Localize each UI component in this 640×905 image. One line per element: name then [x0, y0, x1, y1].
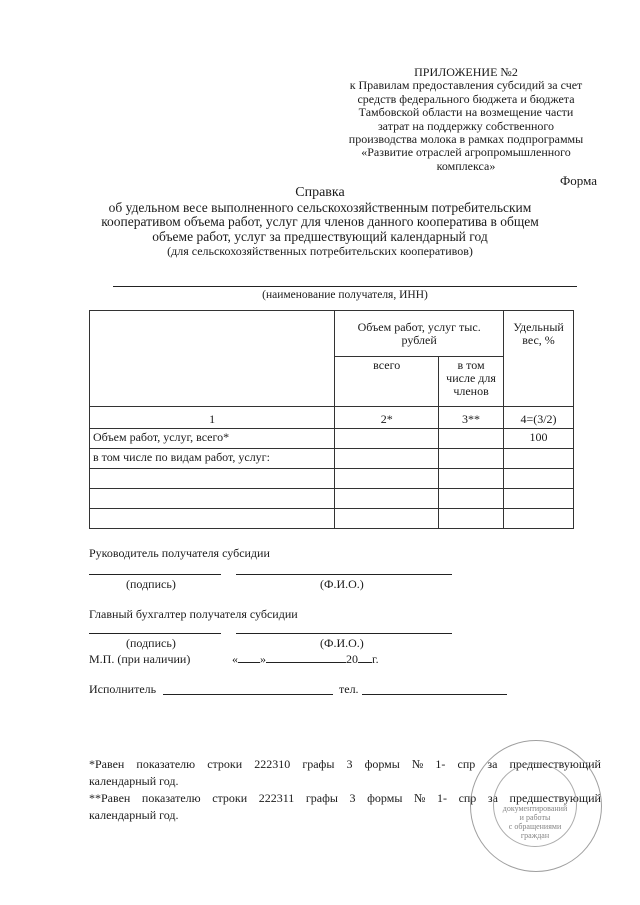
footnote-word: строки: [207, 757, 243, 771]
appendix-line: производства молока в рамках подпрограммы: [348, 132, 584, 147]
footnote-word: №: [411, 757, 424, 771]
col-number: 4=(3/2): [504, 407, 574, 429]
footnote-word: **Равен: [89, 791, 131, 805]
head-name-line[interactable]: [236, 574, 452, 575]
header-volume: Объем работ, услуг тыс. рублей: [335, 311, 504, 357]
col-number: 2*: [335, 407, 439, 429]
row-label[interactable]: [90, 509, 335, 529]
date-day-blank[interactable]: [238, 662, 260, 663]
phone-line[interactable]: [362, 694, 507, 695]
table-row: [90, 509, 574, 529]
footnote-word: *Равен: [89, 757, 125, 771]
col-number: 3**: [439, 407, 504, 429]
stamp-text-line: с обращениями: [508, 822, 562, 831]
footnote-word: спр: [458, 791, 477, 805]
volume-table: [89, 310, 574, 529]
row-share-cell[interactable]: [504, 489, 574, 509]
footnote-word: графы: [302, 757, 335, 771]
footnote-word: формы: [364, 757, 400, 771]
title-line: кооперативом объема работ, услуг для членов данного кооператива в общем: [101, 214, 539, 229]
seal-label: М.П. (при наличии): [89, 652, 191, 666]
col-number: 1: [90, 407, 335, 429]
footnote-word: 3: [346, 757, 353, 771]
footnote-word: предшествующий: [509, 757, 601, 771]
date-close-quote: »: [260, 652, 266, 666]
appendix-line: комплекса»: [436, 158, 496, 173]
recipient-line[interactable]: [113, 286, 577, 287]
date-month-blank[interactable]: [266, 662, 346, 663]
row-total-cell[interactable]: [335, 429, 439, 449]
title-line: об удельном весе выполненного сельскохозяйственным потребительским: [108, 199, 532, 215]
row-share-cell[interactable]: [504, 469, 574, 489]
footnote-word: строки: [212, 791, 248, 805]
footnote-word: показателю: [136, 757, 196, 771]
recipient-caption: (наименование получателя, ИНН): [262, 289, 428, 301]
accountant-sign-caption: (подпись): [126, 636, 176, 650]
row-share-cell[interactable]: [504, 509, 574, 529]
date-year-prefix: 20: [346, 652, 358, 666]
footnote-word: 1-: [436, 791, 447, 805]
row-share-cell[interactable]: 100: [504, 429, 574, 449]
footnote-word: формы: [367, 791, 403, 805]
appendix-line: средств федерального бюджета и бюджета: [357, 91, 575, 106]
stamp-text-line: и работы: [519, 813, 551, 822]
footnote-2-tail: календарный год.: [89, 808, 179, 822]
executor-label: Исполнитель: [89, 682, 157, 696]
header-members: в том числе для членов: [439, 357, 504, 407]
appendix-line: Тамбовской области на возмещение части: [358, 105, 574, 120]
footnote-word: за: [487, 757, 498, 771]
title-line: объеме работ, услуг за предшествующий календарный год: [152, 228, 488, 244]
stamp-text-line: документирований: [502, 804, 568, 813]
column-numbers-row: [90, 407, 574, 429]
appendix-line: затрат на поддержку собственного: [377, 118, 555, 133]
header-share: Удельный вес, %: [504, 311, 574, 407]
row-label[interactable]: [90, 489, 335, 509]
table-row: [90, 449, 574, 469]
date-open-quote: «: [232, 652, 238, 666]
header-total: всего: [335, 357, 439, 407]
document-title: [70, 186, 570, 259]
title-note: (для сельскохозяйственных потребительских кооперативов): [167, 244, 473, 258]
footnote-word: 222310: [254, 757, 291, 771]
table-row: [90, 429, 574, 449]
form-label: Форма: [560, 173, 597, 188]
row-total-cell[interactable]: [335, 449, 439, 469]
title-heading: Справка: [295, 185, 345, 200]
footnote-word: спр: [457, 757, 476, 771]
row-label[interactable]: [90, 469, 335, 489]
accountant-label: Главный бухгалтер получателя субсидии: [89, 607, 298, 621]
appendix-line: к Правилам предоставления субсидий за счет: [349, 78, 583, 93]
footnote-word: предшествующий: [509, 791, 601, 805]
appendix-block: [330, 66, 602, 173]
head-name-caption: (Ф.И.О.): [320, 577, 364, 591]
row-total-cell[interactable]: [335, 469, 439, 489]
row-total-cell[interactable]: [335, 509, 439, 529]
date-field[interactable]: [232, 652, 379, 667]
row-label: в том числе по видам работ, услуг:: [90, 449, 335, 469]
head-signature-line[interactable]: [89, 574, 221, 575]
accountant-name-caption: (Ф.И.О.): [320, 636, 364, 650]
footnote-word: 3: [349, 791, 356, 805]
row-members-cell[interactable]: [439, 429, 504, 449]
stamp-text-line: граждан: [520, 831, 550, 840]
header-empty-cell: [90, 311, 335, 407]
date-suffix: г.: [372, 652, 379, 666]
row-members-cell[interactable]: [439, 489, 504, 509]
date-year-blank[interactable]: [358, 662, 372, 663]
executor-line[interactable]: [163, 694, 333, 695]
appendix-line: ПРИЛОЖЕНИЕ №2: [414, 65, 518, 79]
appendix-line: «Развитие отраслей агропромышленного: [361, 145, 571, 160]
head-sign-caption: (подпись): [126, 577, 176, 591]
footnote-word: за: [487, 791, 498, 805]
row-total-cell[interactable]: [335, 489, 439, 509]
row-label: Объем работ, услуг, всего*: [90, 429, 335, 449]
stamp-inner-ring: [493, 763, 577, 847]
row-members-cell[interactable]: [439, 509, 504, 529]
table-row: [90, 489, 574, 509]
footnote-word: №: [413, 791, 426, 805]
footnote-word: 1-: [435, 757, 446, 771]
stamp-text: [494, 804, 576, 840]
row-members-cell[interactable]: [439, 469, 504, 489]
accountant-name-line[interactable]: [236, 633, 452, 634]
footnote-word: показателю: [141, 791, 201, 805]
head-label: Руководитель получателя субсидии: [89, 546, 270, 560]
official-stamp: [470, 740, 602, 872]
phone-label: тел.: [339, 682, 359, 696]
footnote-word: графы: [305, 791, 338, 805]
table-row: [90, 469, 574, 489]
footnote-1-tail: календарный год.: [89, 774, 179, 788]
row-share-cell[interactable]: [504, 449, 574, 469]
row-members-cell[interactable]: [439, 449, 504, 469]
table-header-row: [90, 311, 574, 357]
footnote-word: 222311: [258, 791, 295, 805]
accountant-signature-line[interactable]: [89, 633, 221, 634]
